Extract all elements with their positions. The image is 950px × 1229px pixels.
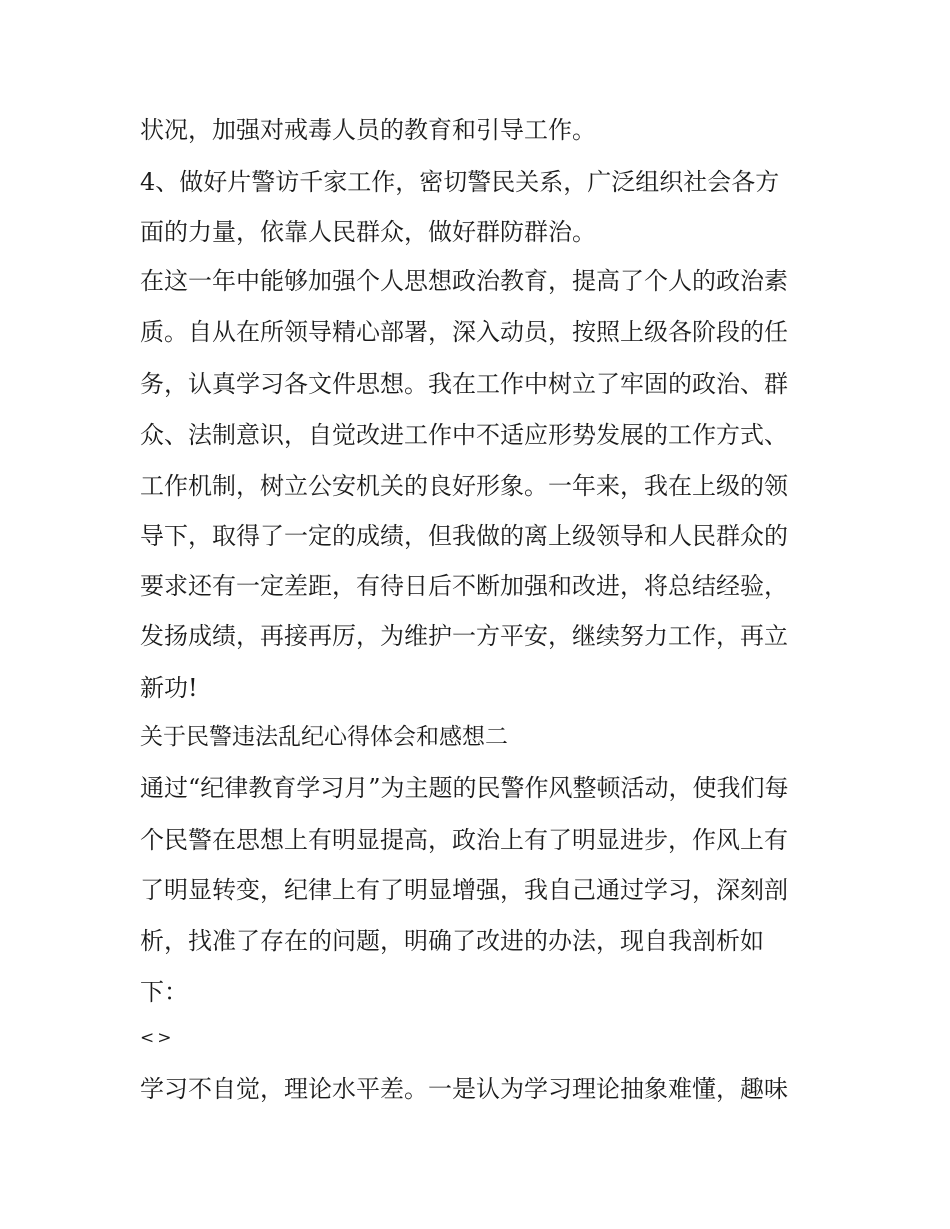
- text-line-12: 新功!: [140, 674, 198, 702]
- text-line-4: 在这一年中能够加强个人思想政治教育，提高了个人的政治素: [140, 267, 788, 295]
- section-heading: 关于民警违法乱纪心得体会和感想二: [140, 724, 508, 750]
- text-line-8: 工作机制，树立公安机关的良好形象。一年来，我在上级的领: [140, 472, 788, 500]
- angle-bracket-marker: <>: [140, 1028, 175, 1048]
- text-line-13: 通过“纪律教育学习月”为主题的民警作风整顿活动，使我们每: [140, 774, 789, 802]
- text-line-14: 个民警在思想上有明显提高，政治上有了明显进步，作风上有: [140, 826, 788, 854]
- text-line-9: 导下，取得了一定的成绩，但我做的离上级领导和人民群众的: [140, 522, 788, 550]
- text-line-6: 务，认真学习各文件思想。我在工作中树立了牢固的政治、群: [140, 370, 788, 398]
- text-line-18: 学习不自觉，理论水平差。一是认为学习理论抽象难懂，趣味: [140, 1075, 788, 1103]
- text-line-16: 析，找准了存在的问题，明确了改进的办法，现自我剖析如: [140, 927, 764, 955]
- text-line-1: 状况，加强对戒毒人员的教育和引导工作。: [140, 116, 596, 144]
- text-line-2: 4、做好片警访千家工作，密切警民关系，广泛组织社会各方: [140, 168, 780, 196]
- text-line-7: 众、法制意识，自觉改进工作中不适应形势发展的工作方式、: [140, 421, 788, 449]
- text-line-5: 质。自从在所领导精心部署，深入动员，按照上级各阶段的任: [140, 318, 788, 346]
- text-line-3: 面的力量，依靠人民群众，做好群防群治。: [140, 218, 596, 246]
- text-line-11: 发扬成绩，再接再厉，为维护一方平安，继续努力工作，再立: [140, 622, 788, 650]
- text-line-10: 要求还有一定差距，有待日后不断加强和改进，将总结经验，: [140, 572, 788, 600]
- text-line-15: 了明显转变，纪律上有了明显增强，我自己通过学习，深刻剖: [140, 876, 788, 904]
- text-line-17: 下：: [140, 978, 188, 1006]
